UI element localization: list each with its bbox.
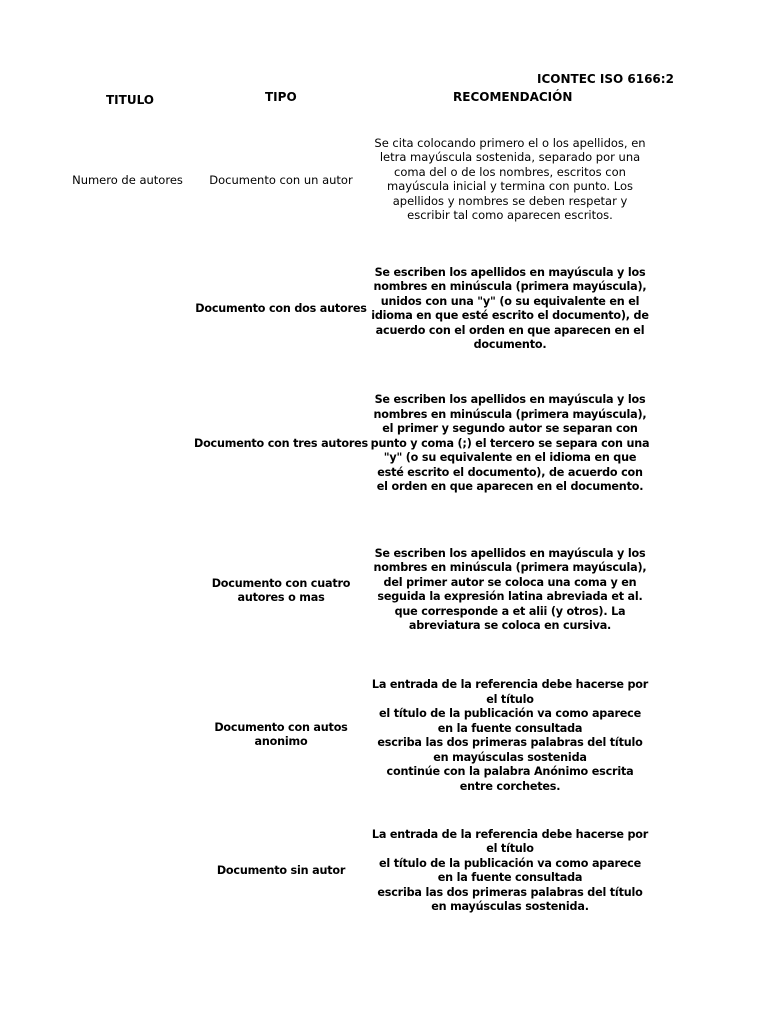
row-4-recomendacion [370, 545, 650, 635]
row-5-recomendacion-text: La entrada de la referencia debe hacerse por el título el título de la publicación va como aparece en la fuente consultada escriba las dos primeras palabras del título en mayúsculas sostenida continúe con la palabra Anónimo escrita entre corchetes. [371, 678, 649, 793]
row-4-tipo: Documento con cuatro autores o mas [211, 576, 351, 604]
row-2-recomendacion [370, 264, 650, 354]
standard-label: ICONTEC ISO 6166:2 [537, 72, 674, 86]
row-4-recomendacion-text: Se escriben los apellidos en mayúscula y los nombres en minúscula (primera mayúscula), del primer autor se coloca una coma y en seguida la expresión latina abreviada et al. que corresponde a et alii (y otros). La abreviatura se coloca en cursiva. [373, 546, 647, 632]
row-5-tipo: Documento con autos anonimo [214, 720, 348, 748]
row-2-recomendacion-text: Se escriben los apellidos en mayúscula y los nombres en minúscula (primera mayúscula), unidos con una "y" (o su equivalente en el idioma en que esté escrito el documento), de acuerdo con el orden en que aparecen en el documento. [371, 265, 649, 351]
row-3-tipo: Documento con tres autores [193, 436, 368, 450]
header-recomendacion: RECOMENDACIÓN [453, 90, 573, 104]
row-6-tipo: Documento sin autor [216, 863, 346, 877]
header-tipo: TIPO [265, 90, 297, 104]
row-5-recomendacion [370, 677, 650, 795]
row-6-recomendacion [370, 826, 650, 916]
row-3-recomendacion [370, 392, 650, 496]
row-1-titulo: Numero de autores [72, 172, 183, 187]
row-6-recomendacion-text: La entrada de la referencia debe hacerse por el título el título de la publicación va como aparece en la fuente consultada escriba las dos primeras palabras del título en mayúsculas sostenida. [371, 827, 649, 913]
row-1-tipo: Documento con un autor [209, 172, 353, 187]
row-1-recomendacion [370, 133, 650, 225]
row-2-tipo: Documento con dos autores [195, 301, 367, 315]
row-3-recomendacion-text: Se escriben los apellidos en mayúscula y los nombres en minúscula (primera mayúscula), el primer y segundo autor se separan con punto y coma (;) el tercero se separa con una "y" (o su equivalente en el idioma en que esté escrito el documento), de acuerdo con el orden en que aparecen en el documento. [370, 393, 650, 494]
header-titulo: TITULO [106, 93, 154, 107]
row-1-recomendacion-text: Se cita colocando primero el o los apellidos, en letra mayúscula sostenida, separado por una coma del o de los nombres, escritos con mayúscula inicial y termina con punto. Los apellidos y nombres se deben respetar y escribir tal como aparecen escritos. [374, 135, 646, 222]
